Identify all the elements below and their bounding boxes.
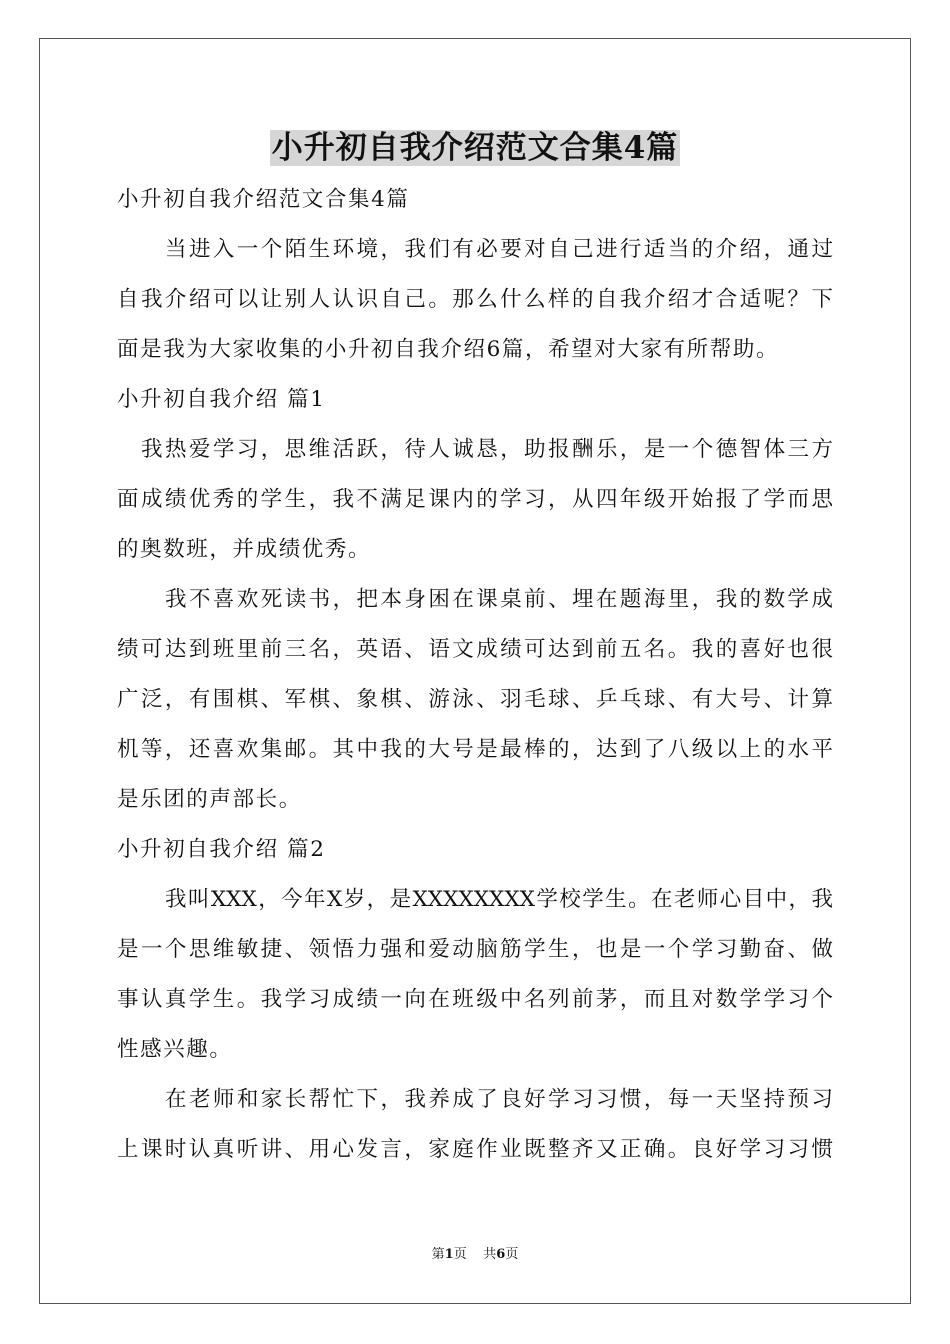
total-label-suffix: 页 xyxy=(505,1247,519,1262)
total-label-prefix: 共 xyxy=(483,1247,497,1262)
paragraph-line: 机等，还喜欢集邮。其中我的大号是最棒的，达到了八级以上的水平 xyxy=(117,737,833,762)
paragraph-line: 在老师和家长帮忙下，我养成了良好学习习惯，每一天坚持预习 xyxy=(165,1087,833,1112)
section-heading: 小升初自我介绍 篇1 xyxy=(117,387,326,412)
paragraph-line: 事认真学生。我学习成绩一向在班级中名列前茅，而且对数学学习个 xyxy=(117,987,833,1012)
paragraph-line: 面成绩优秀的学生，我不满足课内的学习，从四年级开始报了学而思 xyxy=(117,487,833,512)
paragraph-line: 是一个思维敏捷、领悟力强和爱动脑筋学生，也是一个学习勤奋、做 xyxy=(117,937,833,962)
page-label-prefix: 第 xyxy=(431,1247,445,1262)
paragraph-line: 我不喜欢死读书，把本身困在课桌前、埋在题海里，我的数学成 xyxy=(165,587,833,612)
paragraph-line: 上课时认真听讲、用心发言，家庭作业既整齐又正确。良好学习习惯 xyxy=(117,1137,833,1162)
paragraph-line: 的奥数班，并成绩优秀。 xyxy=(117,537,372,562)
paragraph-line: 当进入一个陌生环境，我们有必要对自己进行适当的介绍，通过 xyxy=(165,237,833,262)
paragraph-line: 性感兴趣。 xyxy=(117,1037,233,1062)
paragraph-line: 自我介绍可以让别人认识自己。那么什么样的自我介绍才合适呢？下 xyxy=(117,287,833,312)
paragraph-line: 面是我为大家收集的小升初自我介绍6篇，希望对大家有所帮助。 xyxy=(117,337,780,362)
paragraph-line: 我热爱学习，思维活跃，待人诚恳，助报酬乐，是一个德智体三方 xyxy=(141,437,833,462)
page-footer xyxy=(0,1246,950,1264)
page-number: 1 xyxy=(444,1247,454,1262)
document-title-text: 小升初自我介绍范文合集4篇 xyxy=(271,130,679,166)
subtitle-line: 小升初自我介绍范文合集4篇 xyxy=(117,187,410,212)
page-label-suffix: 页 xyxy=(453,1247,467,1262)
paragraph-line: 我叫XXX，今年X岁，是XXXXXXXX学校学生。在老师心目中，我 xyxy=(165,887,833,912)
paragraph-line: 广泛，有围棋、军棋、象棋、游泳、羽毛球、乒乓球、有大号、计算 xyxy=(117,687,833,712)
paragraph-line: 绩可达到班里前三名，英语、语文成绩可达到前五名。我的喜好也很 xyxy=(117,637,833,662)
document-title xyxy=(0,126,950,170)
total-pages: 6 xyxy=(496,1247,506,1262)
paragraph-line: 是乐团的声部长。 xyxy=(117,787,302,812)
section-heading: 小升初自我介绍 篇2 xyxy=(117,837,326,862)
